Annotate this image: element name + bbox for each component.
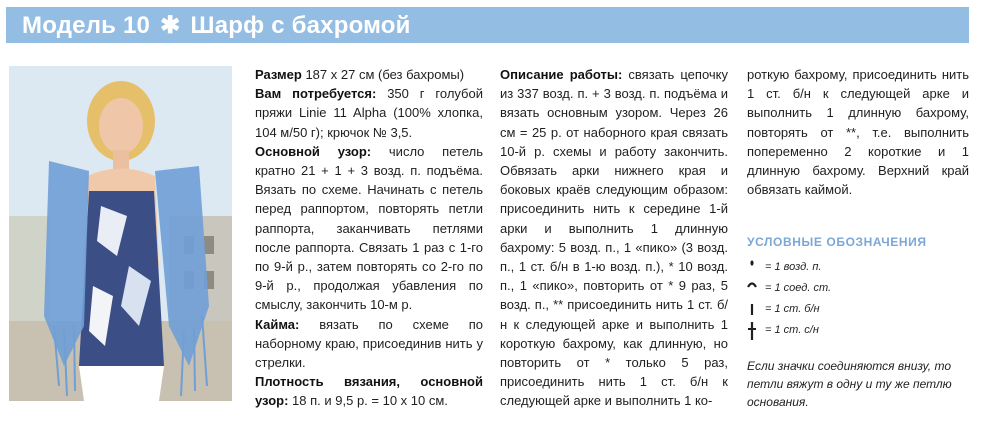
density-label: Плотность вязания, основной узор: <box>255 374 483 409</box>
description-paragraph <box>500 65 728 411</box>
legend-item <box>747 279 969 300</box>
continuation-paragraph: роткую бахрому, присоединить нить 1 ст. б/н к следующей арке и выполнить 1 длинную бахрому, повторять от **, т.е. выполнить попеременно 2 короткие и 1 длинную бахрому. Верхний край обвязать каймой. <box>747 67 969 198</box>
size-text: 187 х 27 см (без бахромы) <box>305 67 465 82</box>
column-materials <box>255 65 483 411</box>
legend-label: = 1 соед. ст. <box>765 282 832 294</box>
double-crochet-icon <box>747 321 761 341</box>
description-text: связать цепочку из 337 возд. п. + 3 возд. п. подъёма и вязать основным узором. Через 26 см = 25 р. от наборного края связать 10-й р. схемы и работу закончить. Обвязать арки нижнего края и боковых краёв следующим образом: присоединить нить к середине 1-й арки и выполнить 1 длинную бахрому: 5 возд. п., 1 «пико» (3 возд. п., 1 ст. б/н в 1-ю возд. п.), * 10 возд. п., 1 «пико», повторить от * 9 раз, 5 возд. п., ** присоединить нить 1 ст. б/н к следующей арке и выполнить 1 короткую бахрому, как длинную, но повторить от * только 5 раз, присоединить нить 1 ст. б/н к следующей арке и выполнить 1 ко- <box>500 67 728 409</box>
description-label: Описание работы: <box>500 67 623 82</box>
density-paragraph <box>255 372 483 410</box>
legend <box>747 258 969 342</box>
edge-paragraph <box>255 315 483 373</box>
page-title <box>22 11 411 40</box>
model-number: Модель 10 <box>22 12 151 39</box>
legend-item <box>747 300 969 321</box>
legend-label: = 1 ст. с/н <box>765 324 819 336</box>
legend-item <box>747 321 969 342</box>
pattern-label: Основной узор: <box>255 143 372 159</box>
column-description <box>500 65 728 411</box>
single-crochet-icon <box>747 300 761 320</box>
model-photo <box>9 66 232 401</box>
legend-label: = 1 возд. п. <box>765 261 822 273</box>
legend-label: = 1 ст. б/н <box>765 303 820 315</box>
column-continuation <box>747 65 969 199</box>
pattern-text: число петель кратно 21 + 1 + 3 возд. п. подъёма. Вязать по схеме. Начинать с петель перед раппортом, повторять петли раппорта, заканчивать петлями после раппорта. Связать 1 раз с 1-го по 9-й р., затем повторять со 2-го по 9-й р., продолжая убавления по смыслу, закончить 10-м р. <box>255 143 483 313</box>
size-paragraph <box>255 65 483 84</box>
model-title: Шарф с бахромой <box>190 12 411 39</box>
density-text: 18 п. и 9,5 р. = 10 х 10 см. <box>292 393 448 409</box>
chain-stitch-icon <box>747 258 761 278</box>
header-bar <box>6 7 969 43</box>
need-paragraph <box>255 84 483 142</box>
size-label: Размер <box>255 67 302 82</box>
edge-text: вязать по схеме по наборному краю, присоединив нить у стрелки. <box>255 316 483 371</box>
need-label: Вам потребуется: <box>255 86 377 102</box>
legend-item <box>747 258 969 279</box>
legend-note: Если значки соединяются внизу, то петли вяжут в одну и ту же петлю основания. <box>747 359 952 409</box>
pattern-paragraph <box>255 142 483 315</box>
legend-title: УСЛОВНЫЕ ОБОЗНАЧЕНИЯ <box>747 235 927 249</box>
edge-label: Кайма: <box>255 316 300 332</box>
need-text: 350 г голубой пряжи Linie 11 Alpha (100% хлопка, 104 м/50 г); крючок № 3,5. <box>255 86 483 140</box>
model-illustration <box>9 66 232 401</box>
star-icon: ✱ <box>160 12 181 39</box>
slip-stitch-icon <box>747 279 761 299</box>
